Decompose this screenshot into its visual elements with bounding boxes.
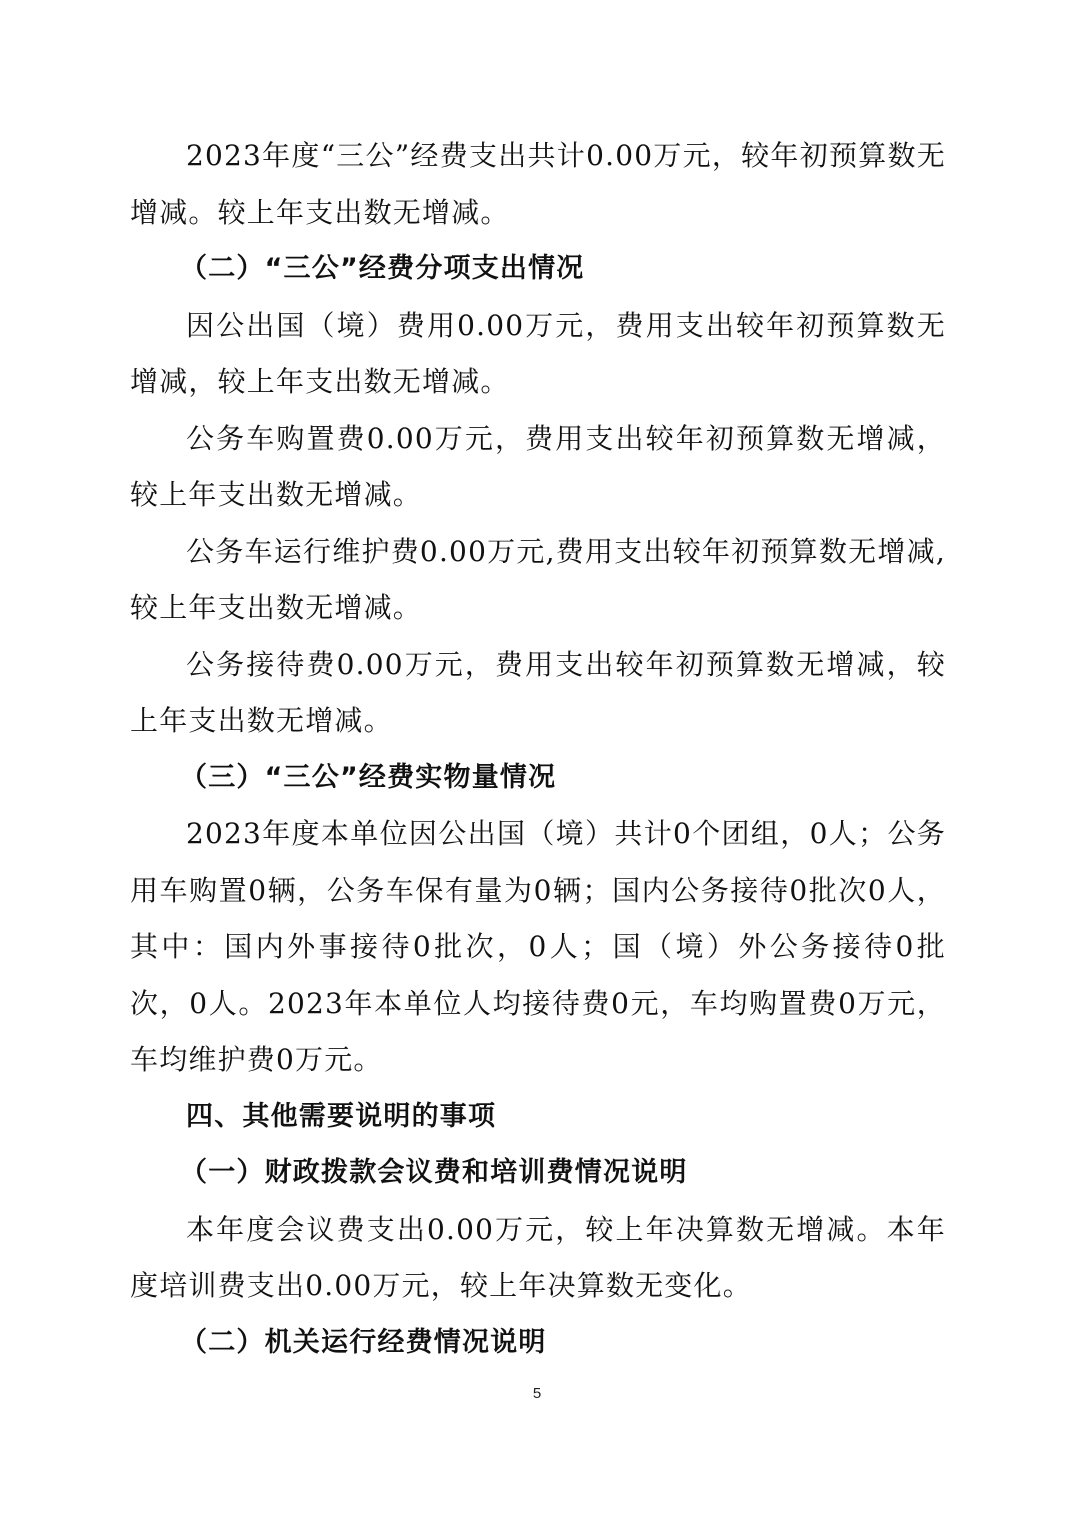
- page-number: 5: [532, 1385, 542, 1402]
- paragraph-vehicle-maintenance: 公务车运行维护费0.00万元,费用支出较年初预算数无增减,较上年支出数无增减。: [130, 534, 946, 624]
- section-heading-itemized-expenses: （二）“三公”经费分项支出情况: [180, 253, 585, 284]
- paragraph-overseas-travel: 因公出国（境）费用0.00万元，费用支出较年初预算数无增减，较上年支出数无增减。: [130, 308, 946, 398]
- section-heading-meeting-training: （一）财政拨款会议费和培训费情况说明: [180, 1157, 688, 1188]
- document-body: [130, 128, 946, 1371]
- section-heading-other-matters: 四、其他需要说明的事项: [186, 1100, 497, 1132]
- paragraph-meeting-training: 本年度会议费支出0.00万元，较上年决算数无增减。本年度培训费支出0.00万元，较上年决算数无变化。: [130, 1212, 946, 1302]
- section-heading-physical-quantity: （三）“三公”经费实物量情况: [180, 761, 557, 793]
- paragraph-physical-quantity: 2023年度本单位因公出国（境）共计0个团组，0人；公务用车购置0辆，公务车保有量为0辆；国内公务接待0批次0人，其中：国内外事接待0批次，0人；国（境）外公务接待0批次，0人。2023年本单位人均接待费0元，车均购置费0万元，车均维护费0万元。: [130, 817, 946, 1076]
- paragraph-vehicle-purchase: 公务车购置费0.00万元，费用支出较年初预算数无增减，较上年支出数无增减。: [130, 421, 946, 511]
- paragraph-sangong-total: 2023年度“三公”经费支出共计0.00万元，较年初预算数无增减。较上年支出数无增减。: [130, 139, 946, 229]
- section-heading-operating-expenses: （二）机关运行经费情况说明: [180, 1326, 547, 1358]
- paragraph-reception: 公务接待费0.00万元，费用支出较年初预算数无增减，较上年支出数无增减。: [130, 647, 946, 737]
